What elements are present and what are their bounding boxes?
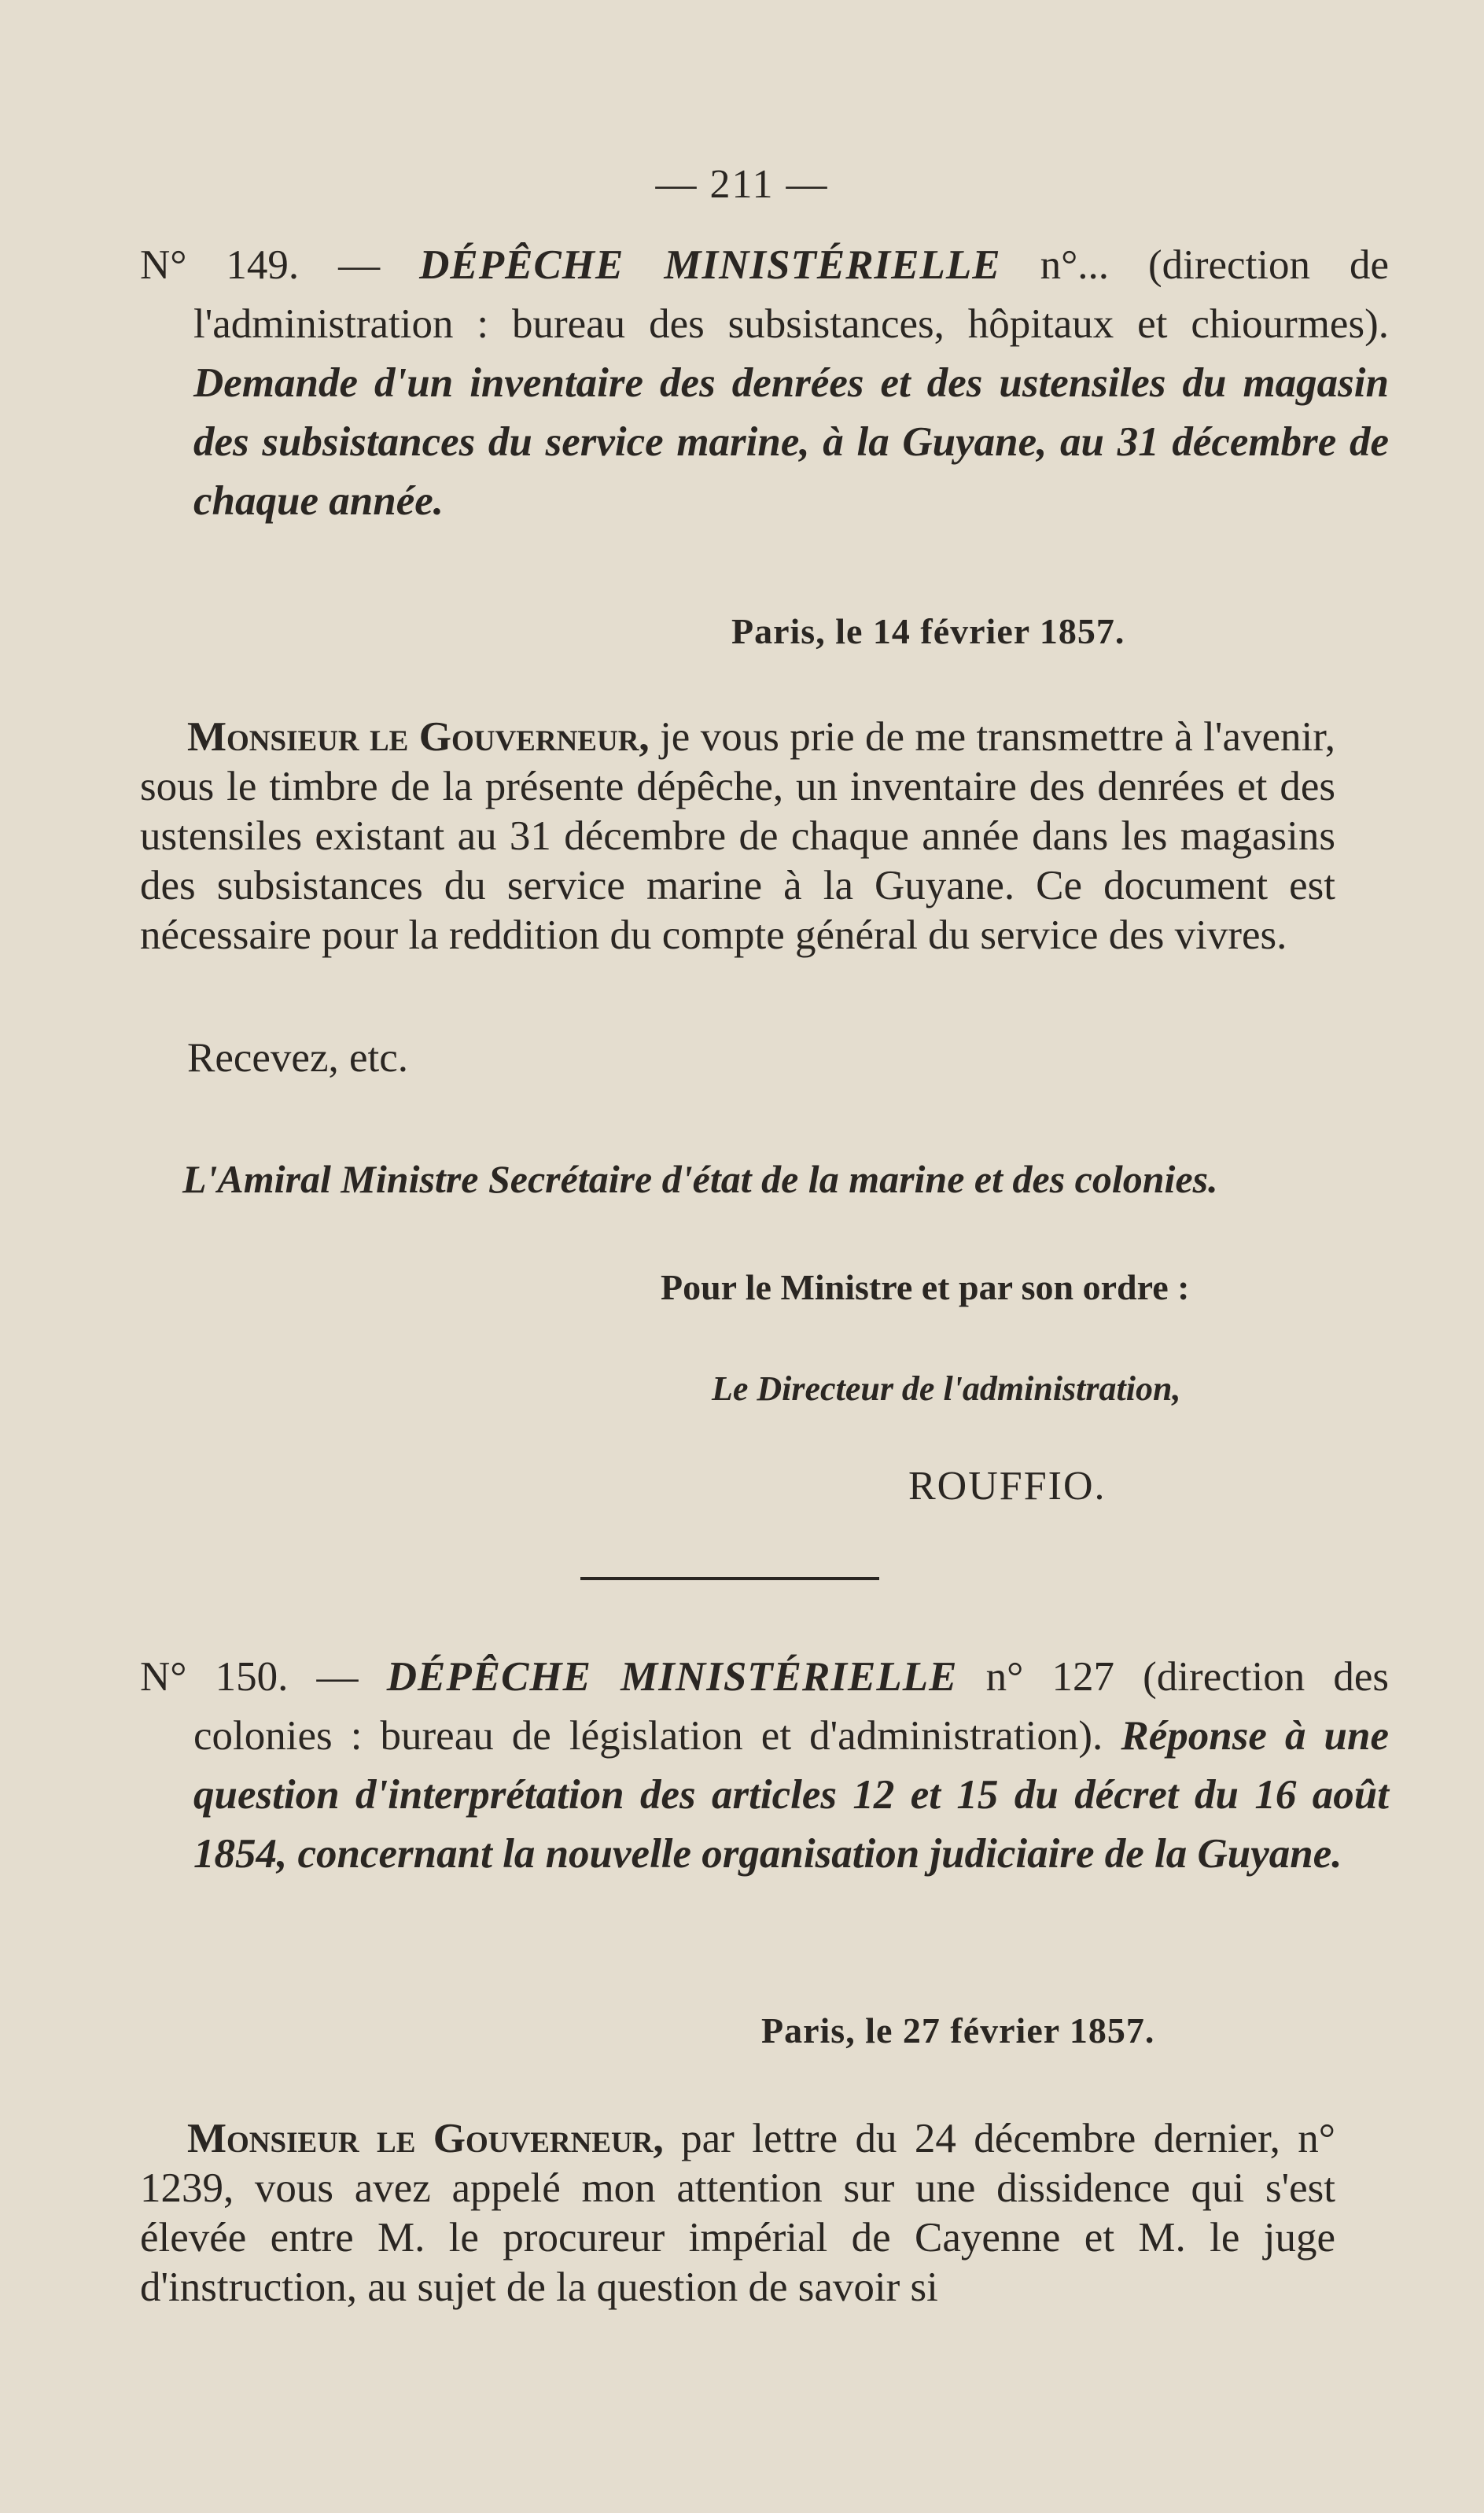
- entry-149-summary: Demande d'un inventaire des denrées et des ustensiles du magasin des subsistances du service marine, à la Guyane, au 31 décembre de chaque année.: [193, 360, 1389, 524]
- entry-150-summary: Réponse à une question d'interprétation des articles 12 et 15 du décret du 16 août 1854, concernant la nouvelle organisation judiciaire de la Guyane.: [193, 1713, 1390, 1877]
- entry-149-body-text: je vous prie de me transmettre à l'avenir, sous le timbre de la présente dépêche, un inventaire des denrées et des ustensiles existant au 31 décembre de chaque année dans les magasins des subsistances du service marine à la Guyane. Ce document est nécessaire pour la reddition du compte général du service des vivres.: [140, 714, 1336, 958]
- entry-149-ref: n°... (direction de l'administration : bureau des subsistances, hôpitaux et chiourmes).: [193, 242, 1389, 347]
- entry-150-dispatch-title: DÉPÊCHE MINISTÉRIELLE: [386, 1654, 958, 1700]
- entry-150-body: [140, 2114, 1335, 2312]
- entry-149-signature: ROUFFIO.: [908, 1464, 1107, 1509]
- entry-150-number: N° 150. —: [140, 1654, 359, 1700]
- entry-149-number: N° 149. —: [140, 242, 381, 288]
- section-divider: [580, 1577, 879, 1580]
- entry-149-dateline: Paris, le 14 février 1857.: [731, 611, 1125, 651]
- entry-149-salutation: Monsieur le Gouverneur,: [187, 714, 650, 760]
- entry-150-header: [140, 1648, 1389, 1884]
- entry-149-header: [140, 236, 1389, 531]
- page-number: — 211 —: [655, 162, 829, 207]
- entry-150-body-text: par lettre du 24 décembre dernier, n° 1239, vous avez appelé mon attention sur une dissidence qui s'est élevée entre M. le procureur impérial de Cayenne et M. le juge d'instruction, au sujet de la question de savoir si: [140, 2116, 1335, 2310]
- entry-149-closing: Recevez, etc.: [187, 1035, 408, 1081]
- entry-149-director: Le Directeur de l'administration,: [712, 1369, 1181, 1408]
- entry-150-dateline: Paris, le 27 février 1857.: [761, 2010, 1155, 2051]
- entry-150-salutation: Monsieur le Gouverneur,: [187, 2116, 664, 2161]
- entry-149-body: [140, 713, 1335, 960]
- entry-149-minister: L'Amiral Ministre Secrétaire d'état de la marine et des colonies.: [182, 1157, 1218, 1201]
- entry-149-order: Pour le Ministre et par son ordre :: [661, 1267, 1190, 1307]
- entry-149-dispatch-title: DÉPÊCHE MINISTÉRIELLE: [419, 242, 1001, 288]
- entry-150-ref: n° 127 (direction des colonies : bureau de législation et d'administration).: [193, 1654, 1390, 1759]
